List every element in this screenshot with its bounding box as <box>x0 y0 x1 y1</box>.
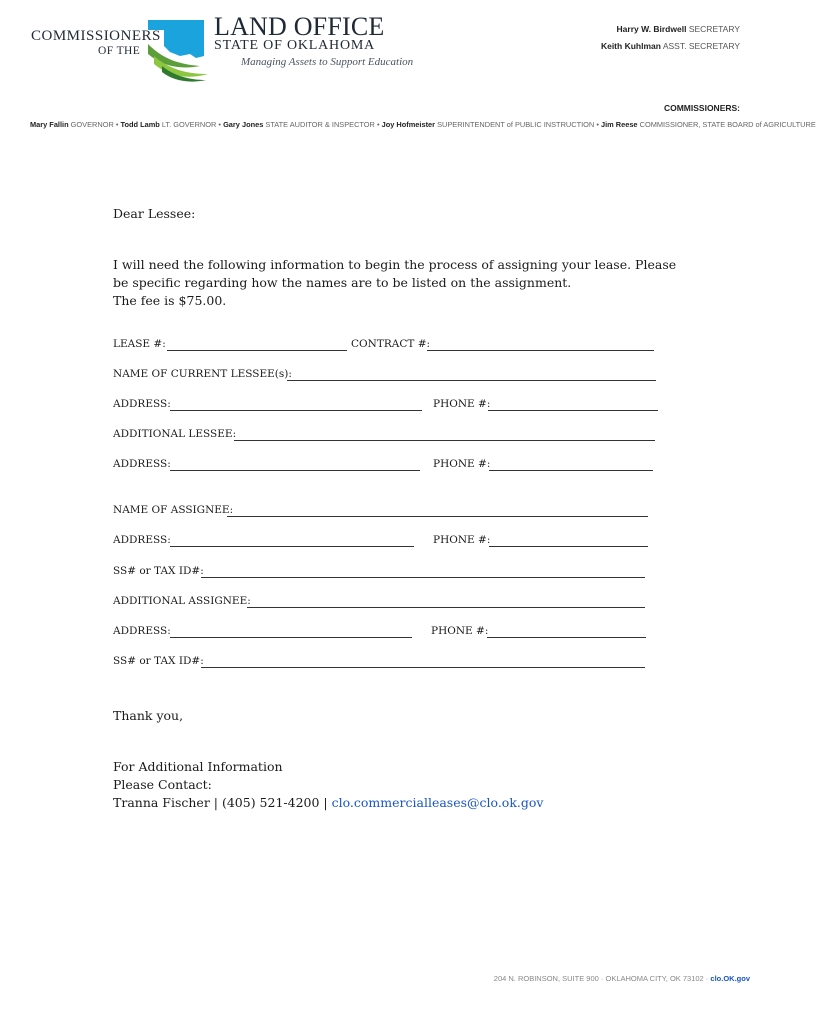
commissioner-name: Joy Hofmeister <box>381 120 436 129</box>
current-lessee-field[interactable] <box>287 380 656 381</box>
separator: • <box>218 120 221 129</box>
ss-tax-field[interactable] <box>201 577 645 578</box>
oklahoma-logo-icon <box>140 16 212 82</box>
lease-label: LEASE #: <box>113 338 166 350</box>
address-label: ADDRESS: <box>113 625 171 637</box>
letterhead-tagline: Managing Assets to Support Education <box>241 56 414 68</box>
contact-name-phone: Tranna Fischer | (405) 521-4200 | <box>113 795 332 810</box>
letterhead-of-the: OF THE <box>98 45 141 57</box>
phone-label: PHONE #: <box>431 625 489 637</box>
letterhead-state: STATE OF OKLAHOMA <box>214 38 376 53</box>
thank-you: Thank you, <box>113 708 184 723</box>
address-phone-row-2 <box>113 458 658 474</box>
current-lessee-label: NAME OF CURRENT LESSEE(s): <box>113 368 292 380</box>
contact-block <box>113 758 543 812</box>
commissioner-name: Mary Fallin <box>30 120 69 129</box>
address-phone-row-3 <box>113 534 658 550</box>
additional-lessee-row <box>113 428 658 444</box>
ss-tax-row-2 <box>113 655 658 671</box>
commissioner-title: STATE AUDITOR & INSPECTOR <box>265 120 375 129</box>
asst-secretary-line <box>601 41 740 51</box>
address-field[interactable] <box>170 637 412 638</box>
separator: • <box>376 120 380 129</box>
footer-website-link[interactable]: clo.OK.gov <box>710 974 750 983</box>
commissioner-title: LT. GOVERNOR <box>161 120 217 129</box>
contact-line-3 <box>113 794 543 812</box>
assignee-field[interactable] <box>227 516 648 517</box>
asst-secretary-title: ASST. SECRETARY <box>662 41 740 51</box>
secretary-name: Harry W. Birdwell <box>616 24 687 34</box>
address-label: ADDRESS: <box>113 534 171 546</box>
commissioner-title: GOVERNOR <box>70 120 114 129</box>
additional-assignee-row <box>113 595 658 611</box>
additional-lessee-field[interactable] <box>234 440 655 441</box>
contact-line-1: For Additional Information <box>113 759 283 774</box>
contact-email-link[interactable]: clo.commercialleases@clo.ok.gov <box>331 795 544 810</box>
commissioner-name: Gary Jones <box>223 120 264 129</box>
paragraph-line: be specific regarding how the names are to be listed on the assignment. <box>113 275 572 290</box>
secretary-line <box>617 24 740 34</box>
footer-address: 204 N. ROBINSON, SUITE 900 · OKLAHOMA CITY, OK 73102 · <box>493 974 709 983</box>
lease-field[interactable] <box>167 350 347 351</box>
address-label: ADDRESS: <box>113 458 171 470</box>
phone-field[interactable] <box>488 410 658 411</box>
paragraph-line: I will need the following information to begin the process of assigning your lease. Please <box>113 257 677 272</box>
ss-tax-field[interactable] <box>201 667 645 668</box>
assignee-row <box>113 504 658 520</box>
additional-lessee-label: ADDITIONAL LESSEE: <box>113 428 237 440</box>
fee-line: The fee is $75.00. <box>113 293 227 308</box>
additional-assignee-label: ADDITIONAL ASSIGNEE: <box>113 595 251 607</box>
address-phone-row-1 <box>113 398 658 414</box>
address-field[interactable] <box>170 410 422 411</box>
footer <box>494 974 750 983</box>
commissioner-title: SUPERINTENDENT of PUBLIC INSTRUCTION <box>437 120 595 129</box>
address-field[interactable] <box>170 546 414 547</box>
phone-field[interactable] <box>489 470 653 471</box>
ss-tax-row-1 <box>113 565 658 581</box>
asst-secretary-name: Keith Kuhlman <box>600 41 661 51</box>
commissioner-name: Jim Reese <box>600 120 638 129</box>
address-phone-row-4 <box>113 625 658 641</box>
lease-contract-row <box>113 338 658 354</box>
secretary-title: SECRETARY <box>688 24 740 34</box>
current-lessee-row <box>113 368 658 384</box>
address-field[interactable] <box>170 470 420 471</box>
phone-field[interactable] <box>487 637 646 638</box>
instructions-paragraph <box>113 256 677 310</box>
assignee-label: NAME OF ASSIGNEE: <box>113 504 234 516</box>
salutation: Dear Lessee: <box>113 206 196 221</box>
separator: • <box>115 120 119 129</box>
commissioner-title: COMMISSIONER, STATE BOARD of AGRICULTURE <box>639 120 816 129</box>
commissioners-label: COMMISSIONERS: <box>663 103 740 113</box>
letterhead-land-office: LAND OFFICE <box>214 12 385 41</box>
phone-field[interactable] <box>489 546 648 547</box>
contract-label: CONTRACT #: <box>351 338 431 350</box>
commissioner-name: Todd Lamb <box>120 120 160 129</box>
phone-label: PHONE #: <box>433 534 491 546</box>
ss-tax-label: SS# or TAX ID#: <box>113 565 204 577</box>
commissioners-list <box>30 120 816 129</box>
contact-line-2: Please Contact: <box>113 777 212 792</box>
ss-tax-label: SS# or TAX ID#: <box>113 655 204 667</box>
phone-label: PHONE #: <box>433 458 491 470</box>
address-label: ADDRESS: <box>113 398 171 410</box>
letterhead-commissioners: COMMISSIONERS <box>31 28 161 44</box>
contract-field[interactable] <box>427 350 654 351</box>
separator: • <box>596 120 599 129</box>
additional-assignee-field[interactable] <box>247 607 645 608</box>
phone-label: PHONE #: <box>433 398 491 410</box>
